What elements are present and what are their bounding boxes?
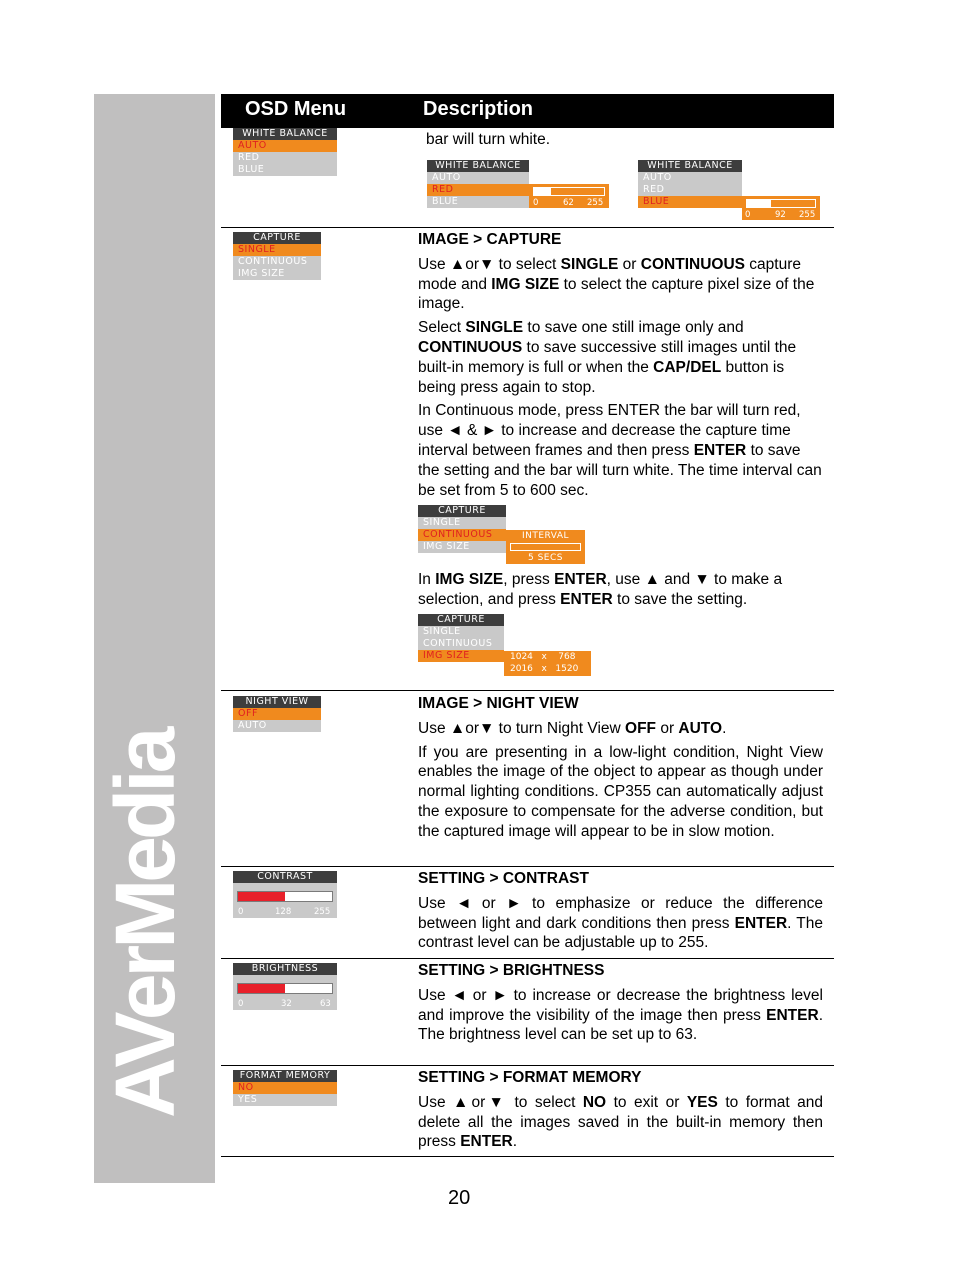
- size-option-2: 2016 x 1520: [510, 664, 579, 674]
- brightness-level-bar: [237, 983, 333, 994]
- brightness-paragraph: Use ◄ or ► to increase or decrease the brightness level and improve the visibility of the image then press ENTER. The brightness level can be set up to 63.: [418, 986, 823, 1044]
- osd-title: CAPTURE: [418, 505, 506, 517]
- osd-item: AUTO: [427, 172, 529, 184]
- osd-item: RED: [233, 152, 337, 164]
- osd-item: SINGLE: [418, 626, 504, 638]
- red-level-fill: [534, 188, 551, 195]
- osd-white-balance-blue: [638, 160, 742, 208]
- osd-white-balance: [233, 128, 337, 176]
- osd-item: IMG SIZE: [418, 650, 504, 662]
- osd-brightness: [233, 963, 337, 975]
- osd-item: BLUE: [233, 164, 337, 176]
- header-osd-menu: OSD Menu: [245, 98, 347, 120]
- red-value: 62: [563, 198, 574, 208]
- capture-paragraph-2: Select SINGLE to save one still image only and CONTINUOUS to save successive still images until the built-in memory is full or when the CAP/DEL button is being press again to stop.: [418, 319, 797, 396]
- capture-paragraph-3: In Continuous mode, press ENTER the bar will turn red, use ◄ & ► to increase and decrease the capture time interval between frames and then press ENTER to save the setting and the bar will turn white. The time interval can be set from 5 to 600 sec.: [418, 402, 822, 499]
- format-description: [418, 1068, 823, 1156]
- interval-value: 5 SECS: [528, 553, 563, 563]
- osd-item: IMG SIZE: [233, 268, 321, 280]
- size-box: [504, 651, 591, 676]
- contrast-max: 255: [314, 907, 331, 917]
- red-min: 0: [533, 198, 539, 208]
- blue-level-bar: [746, 199, 816, 208]
- format-heading: SETTING > FORMAT MEMORY: [418, 1069, 642, 1086]
- osd-item: BLUE: [638, 196, 742, 208]
- contrast-description: [418, 869, 823, 957]
- brightness-max: 63: [320, 999, 331, 1009]
- osd-item: RED: [638, 184, 742, 196]
- brightness-level-box: [233, 975, 337, 1010]
- capture-paragraph-4: In IMG SIZE, press ENTER, use ▲ and ▼ to make a selection, and press ENTER to save the setting.: [418, 571, 783, 608]
- osd-item: RED: [427, 184, 529, 196]
- osd-title: WHITE BALANCE: [427, 160, 529, 172]
- table-header: [221, 94, 834, 128]
- osd-item: SINGLE: [233, 244, 321, 256]
- interval-title: INTERVAL: [521, 531, 570, 541]
- brightness-min: 0: [238, 999, 244, 1009]
- contrast-level-fill: [238, 892, 285, 901]
- osd-capture-interval: [418, 505, 506, 553]
- night-heading: IMAGE > NIGHT VIEW: [418, 695, 579, 712]
- size-option-1: 1024 x 768: [510, 652, 576, 662]
- red-level-bar: [533, 187, 605, 196]
- capture-description: [418, 230, 823, 504]
- row-divider: [221, 1065, 834, 1066]
- page-number: 20: [448, 1187, 471, 1209]
- capture-paragraph-1: Use ▲or▼ to select SINGLE or CONTINUOUS capture mode and IMG SIZE to select the capture pixel size of the image.: [418, 255, 815, 313]
- contrast-level-bar: [237, 891, 333, 902]
- row-divider: [221, 1156, 834, 1157]
- wb-text: bar will turn white.: [426, 131, 551, 148]
- osd-item: YES: [233, 1094, 337, 1106]
- osd-title: BRIGHTNESS: [233, 963, 337, 975]
- osd-item: OFF: [233, 708, 321, 720]
- osd-item: AUTO: [233, 720, 321, 732]
- osd-contrast: [233, 871, 337, 883]
- brightness-value: 32: [281, 999, 292, 1009]
- row-divider: [221, 958, 834, 959]
- osd-title: NIGHT VIEW: [233, 696, 321, 708]
- osd-white-balance-red: [427, 160, 529, 208]
- contrast-level-box: [233, 883, 337, 918]
- osd-item: AUTO: [233, 140, 337, 152]
- brightness-level-fill: [238, 984, 285, 993]
- contrast-heading: SETTING > CONTRAST: [418, 870, 589, 887]
- osd-title: WHITE BALANCE: [638, 160, 742, 172]
- brightness-heading: SETTING > BRIGHTNESS: [418, 962, 605, 979]
- osd-item: CONTINUOUS: [418, 638, 504, 650]
- osd-item: IMG SIZE: [418, 541, 506, 553]
- night-paragraph-2: If you are presenting in a low-light condition, Night View enables the image of the object to appear as though under normal lighting conditions. CP355 can automatically adjust the exposure to compensate for the adverse condition, but the captured image will appear to be in slow motion.: [418, 743, 823, 840]
- brightness-description: [418, 961, 823, 1049]
- osd-item: CONTINUOUS: [233, 256, 321, 268]
- format-paragraph: Use ▲or▼ to select NO to exit or YES to format and delete all the images saved in the built-in memory then press ENTER.: [418, 1093, 823, 1151]
- blue-min: 0: [745, 210, 751, 220]
- contrast-min: 0: [238, 907, 244, 917]
- osd-night-view: [233, 696, 321, 732]
- osd-item: CONTINUOUS: [418, 529, 506, 541]
- osd-item: NO: [233, 1082, 337, 1094]
- osd-capture: [233, 232, 321, 280]
- blue-level-fill: [747, 200, 771, 207]
- osd-capture-size: [418, 614, 504, 662]
- row-divider: [221, 866, 834, 867]
- osd-title: CAPTURE: [233, 232, 321, 244]
- header-description: Description: [423, 98, 534, 120]
- osd-title: WHITE BALANCE: [233, 128, 337, 140]
- osd-title: CAPTURE: [418, 614, 504, 626]
- osd-title: FORMAT MEMORY: [233, 1070, 337, 1082]
- img-size-description: [418, 570, 823, 614]
- interval-box: [506, 530, 585, 564]
- blue-max: 255: [799, 210, 816, 220]
- brand-logo: AVerMedia: [98, 730, 192, 1118]
- contrast-value: 128: [275, 907, 292, 917]
- night-paragraph-1: Use ▲or▼ to turn Night View OFF or AUTO.: [418, 719, 727, 737]
- row-divider: [221, 227, 834, 228]
- contrast-paragraph: Use ◄ or ► to emphasize or reduce the difference between light and dark conditions then press ENTER. The contrast level can be adjustable up to 255.: [418, 894, 824, 952]
- red-max: 255: [587, 198, 604, 208]
- night-description: [418, 694, 823, 846]
- blue-level-box: [742, 196, 820, 220]
- capture-heading: IMAGE > CAPTURE: [418, 231, 562, 248]
- osd-item: BLUE: [427, 196, 529, 208]
- osd-item: SINGLE: [418, 517, 506, 529]
- osd-format-memory: [233, 1070, 337, 1106]
- blue-value: 92: [775, 210, 786, 220]
- osd-item: AUTO: [638, 172, 742, 184]
- interval-bar: [510, 543, 581, 551]
- osd-title: CONTRAST: [233, 871, 337, 883]
- red-level-box: [529, 184, 609, 208]
- row-divider: [221, 690, 834, 691]
